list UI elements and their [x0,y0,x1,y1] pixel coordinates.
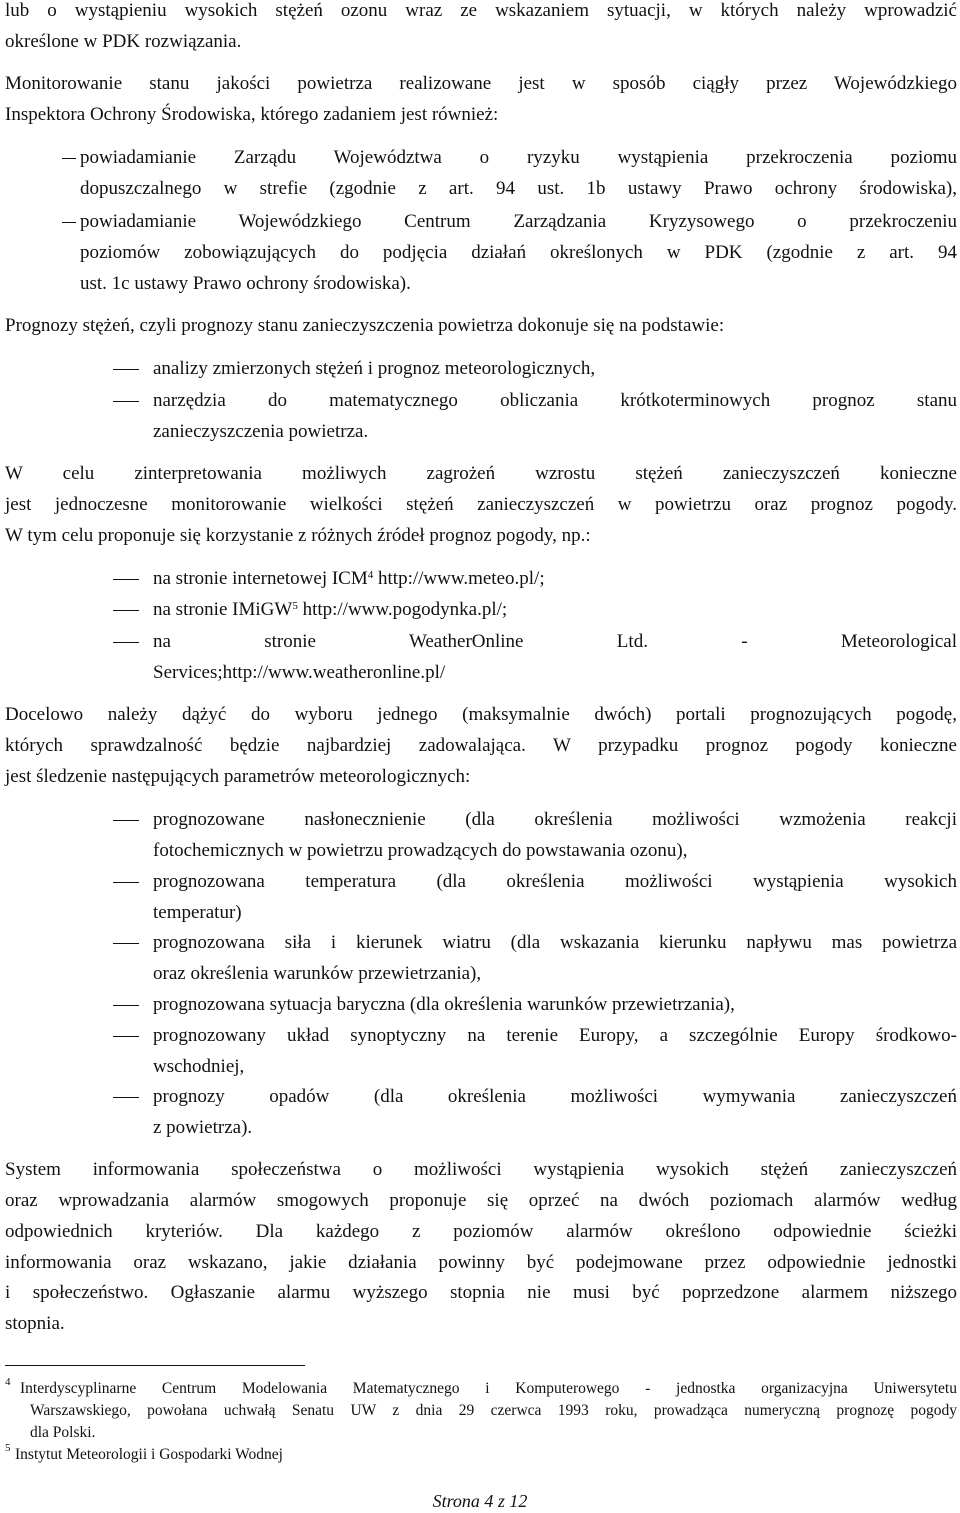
footnote-line: dla Polski. [30,1424,96,1441]
list-item-line: powiadamianie Zarządu Województwa o ryzyku wystąpienia przekroczenia poziomu [80,147,957,168]
list-dash [113,369,139,370]
list-item-line: z powietrza). [153,1117,253,1138]
paragraph-line: informowania oraz wskazano, jakie działania powinny być podejmowane przez odpowiednie jednostki [5,1252,957,1273]
list-dash [113,1036,139,1037]
list-dash [113,401,139,402]
footnote-line: Interdyscyplinarne Centrum Modelowania Matematycznego i Komputerowego - jednostka organizacyjna Uniwersytetu [20,1380,957,1397]
paragraph-line: System informowania społeczeństwa o możliwości wystąpienia wysokich stężeń zanieczyszczeń [5,1159,957,1180]
list-dash [113,1097,139,1098]
list-item-line: prognozowana sytuacja baryczna (dla określenia warunków przewietrzania), [153,994,735,1015]
list-dash [113,1005,139,1006]
footnote-number: 4 [5,1376,11,1388]
paragraph-line: W celu zinterpretowania możliwych zagrożeń wzrostu stężeń zanieczyszczeń konieczne [5,463,957,484]
footnote-line: Warszawskiego, powołana uchwałą Senatu UW z dnia 29 czerwca 1993 roku, prowadząca numeryczną prognozę pogody [30,1402,957,1419]
paragraph-line: określone w PDK rozwiązania. [5,31,242,52]
footnote-ref[interactable]: 5 [292,600,298,612]
list-item-line [153,568,545,590]
list-item-line: poziomów zobowiązujących do podjęcia działań określonych w PDK (zgodnie z art. 94 [80,242,957,263]
list-dash [62,158,76,159]
list-dash [113,579,139,580]
list-dash [113,882,139,883]
list-item-line: narzędzia do matematycznego obliczania krótkoterminowych prognoz stanu [153,390,957,411]
footnote-line: Instytut Meteorologii i Gospodarki Wodnej [15,1446,283,1463]
list-item-line: ust. 1c ustawy Prawo ochrony środowiska). [80,273,411,294]
list-item-line: wschodniej, [153,1056,245,1077]
footnote-divider [5,1365,305,1366]
paragraph-line: i społeczeństwo. Ogłaszanie alarmu wyższego stopnia nie musi być poprzedzone alarmem niższego [5,1282,957,1303]
list-item-line [153,599,507,621]
list-dash [113,642,139,643]
list-dash [113,943,139,944]
list-item-line: na stronie WeatherOnline Ltd. - Meteorological [153,631,957,652]
list-item-line: prognozowana temperatura (dla określenia możliwości wystąpienia wysokich [153,871,957,892]
paragraph-line: lub o wystąpieniu wysokich stężeń ozonu wraz ze wskazaniem sytuacji, w których należy wprowadzić [5,0,957,21]
link-text: na stronie IMiGW [153,599,293,620]
list-item-line: analizy zmierzonych stężeń i prognoz meteorologicznych, [153,358,596,379]
list-item-line: prognozowana siła i kierunek wiatru (dla wskazania kierunku napływu mas powietrza [153,932,957,953]
list-item-line: prognozowane nasłonecznienie (dla określenia możliwości wzmożenia reakcji [153,809,957,830]
paragraph-line: jest śledzenie następujących parametrów meteorologicznych: [5,766,471,787]
list-item-line: dopuszczalnego w strefie (zgodnie z art. 94 ust. 1b ustawy Prawo ochrony środowiska), [80,178,957,199]
list-item-line: prognozy opadów (dla określenia możliwości wymywania zanieczyszczeń [153,1086,957,1107]
paragraph-line: jest jednoczesne monitorowanie wielkości stężeń zanieczyszczeń w powietrzu oraz prognoz pogody. [5,494,957,515]
paragraph-line: odpowiednich kryteriów. Dla każdego z poziomów alarmów określono odpowiednie ścieżki [5,1221,957,1242]
link-text: na stronie internetowej ICM [153,568,368,589]
paragraph-line: Inspektora Ochrony Środowiska, którego zadaniem jest również: [5,104,499,125]
list-item-line: prognozowany układ synoptyczny na terenie Europy, a szczególnie Europy środkowo- [153,1025,957,1046]
list-dash [62,222,76,223]
footnote-number: 5 [5,1442,11,1454]
paragraph-line: Prognozy stężeń, czyli prognozy stanu zanieczyszczenia powietrza dokonuje się na podstawie: [5,315,725,336]
list-item-line: powiadamianie Wojewódzkiego Centrum Zarządzania Kryzysowego o przekroczeniu [80,211,957,232]
paragraph-line: W tym celu proponuje się korzystanie z różnych źródeł prognoz pogody, np.: [5,525,591,546]
list-item-line[interactable]: Services;http://www.weatheronline.pl/ [153,662,446,683]
paragraph-line: stopnia. [5,1313,65,1334]
list-item-line: oraz określenia warunków przewietrzania), [153,963,482,984]
link-url[interactable]: http://www.pogodynka.pl/; [297,599,508,620]
link-url[interactable]: http://www.meteo.pl/; [373,568,545,589]
page-number: Strona 4 z 12 [432,1491,528,1511]
list-item-line: zanieczyszczenia powietrza. [153,421,369,442]
paragraph-line: których sprawdzalność będzie najbardziej zadowalająca. W przypadku prognoz pogody konieczne [5,735,957,756]
list-item-line: fotochemicznych w powietrzu prowadzących do powstawania ozonu), [153,840,688,861]
list-dash [113,820,139,821]
paragraph-line: oraz wprowadzania alarmów smogowych proponuje się oprzeć na dwóch poziomach alarmów według [5,1190,957,1211]
list-item-line: temperatur) [153,902,242,923]
footnote-ref[interactable]: 4 [367,569,374,581]
paragraph-line: Monitorowanie stanu jakości powietrza realizowane jest w sposób ciągły przez Wojewódzkiego [5,73,957,94]
list-dash [113,610,139,611]
paragraph-line: Docelowo należy dążyć do wyboru jednego (maksymalnie dwóch) portali prognozujących pogodę, [5,704,957,725]
